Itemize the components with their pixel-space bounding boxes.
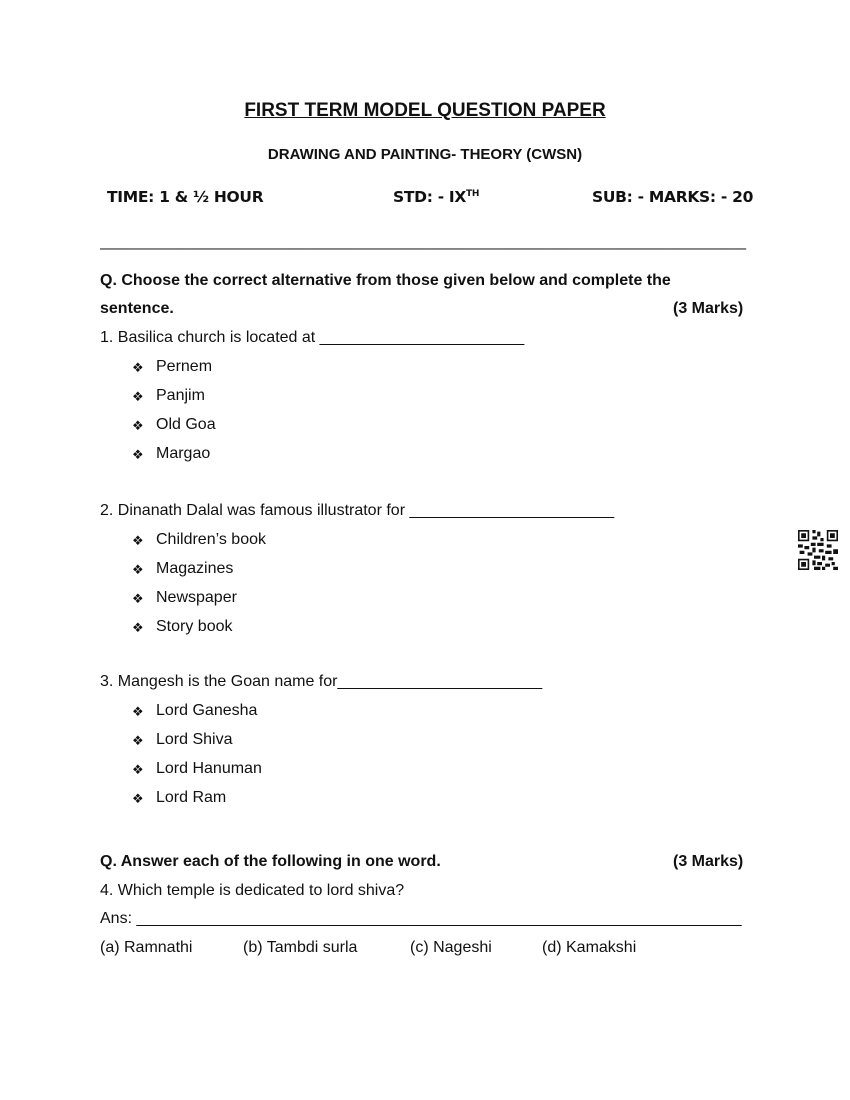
q1-option: Pernem — [156, 358, 213, 375]
header-divider: ______________________________________________________________________ — [100, 231, 747, 250]
q1-option: Panjim — [156, 387, 205, 404]
q1-option: Margao — [156, 445, 211, 462]
answer-line: Ans: ____________________________________________________________________ — [100, 910, 742, 927]
section1-marks: (3 Marks) — [673, 300, 744, 317]
bullet-icon: ❖ — [132, 620, 144, 635]
q3-option: Lord Hanuman — [156, 760, 262, 777]
bullet-icon: ❖ — [132, 791, 144, 806]
q4-option-b: (b) Tambdi surla — [243, 939, 358, 956]
section1-heading-line2: sentence. — [100, 300, 174, 317]
question-3: 3. Mangesh is the Goan name for_______________________ — [100, 673, 543, 690]
section2-marks: (3 Marks) — [673, 853, 744, 870]
bullet-icon: ❖ — [132, 447, 144, 462]
q4-option-d: (d) Kamakshi — [542, 939, 637, 956]
q1-option: Old Goa — [156, 416, 216, 433]
bullet-icon: ❖ — [132, 418, 144, 433]
std-label — [393, 188, 479, 206]
bullet-icon: ❖ — [132, 562, 144, 577]
q2-option: Story book — [156, 618, 233, 635]
q2-option: Newspaper — [156, 589, 237, 606]
bullet-icon: ❖ — [132, 533, 144, 548]
bullet-icon: ❖ — [132, 360, 144, 375]
q3-option: Lord Ganesha — [156, 702, 258, 719]
question-2: 2. Dinanath Dalal was famous illustrator for _______________________ — [100, 502, 615, 519]
question-4: 4. Which temple is dedicated to lord shiva? — [100, 882, 405, 899]
q4-option-c: (c) Nageshi — [410, 939, 492, 956]
paper-subtitle: DRAWING AND PAINTING- THEORY (CWSN) — [267, 146, 583, 163]
q2-option: Magazines — [156, 560, 234, 577]
paper-title: FIRST TERM MODEL QUESTION PAPER — [244, 100, 606, 121]
section1-heading-line1: Q. Choose the correct alternative from those given below and complete the — [100, 272, 671, 289]
question-1: 1. Basilica church is located at _______________________ — [100, 329, 525, 346]
section2-heading: Q. Answer each of the following in one word. — [100, 853, 441, 870]
q3-option: Lord Shiva — [156, 731, 233, 748]
std-superscript: TH — [466, 188, 480, 199]
bullet-icon: ❖ — [132, 733, 144, 748]
time-label: TIME: 1 & ½ HOUR — [107, 188, 264, 206]
bullet-icon: ❖ — [132, 704, 144, 719]
bullet-icon: ❖ — [132, 389, 144, 404]
q2-option: Children’s book — [156, 531, 266, 548]
marks-label: SUB: - MARKS: - 20 — [592, 188, 754, 206]
q4-option-a: (a) Ramnathi — [100, 939, 193, 956]
qr-code-icon — [798, 530, 838, 570]
q3-option: Lord Ram — [156, 789, 227, 806]
std-text: STD: - IX — [393, 188, 467, 206]
bullet-icon: ❖ — [132, 591, 144, 606]
bullet-icon: ❖ — [132, 762, 144, 777]
